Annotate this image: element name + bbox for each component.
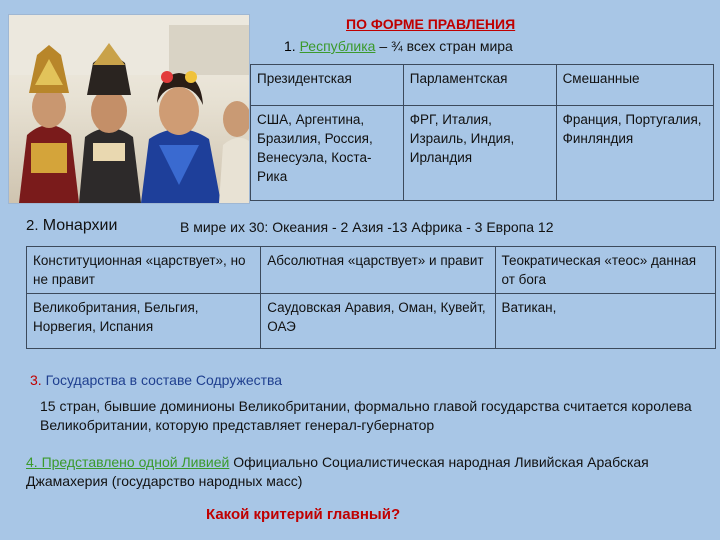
table-cell: Великобритания, Бельгия, Норвегия, Испания — [27, 294, 261, 349]
table-row — [251, 65, 714, 106]
photo-women-traditional-costumes — [8, 14, 250, 204]
republic-number: 1. — [284, 38, 296, 54]
commonwealth-heading — [30, 372, 282, 388]
republic-table — [250, 64, 714, 201]
question-text: Какой критерий главный? — [206, 506, 401, 523]
republic-name: Республика — [299, 38, 376, 54]
table-cell: Франция, Португалия, Финляндия — [556, 106, 713, 201]
table-cell: США, Аргентина, Бразилия, Россия, Венесуэла, Коста-Рика — [251, 106, 404, 201]
table-row — [27, 294, 716, 349]
table-cell: ФРГ, Италия, Израиль, Индия, Ирландия — [403, 106, 556, 201]
monarchy-name: Монархии — [42, 217, 118, 234]
header-cell-parliamentary: Парламентская — [403, 65, 556, 106]
monarchy-number: 2. — [26, 217, 39, 234]
table-row — [27, 247, 716, 294]
photo-illustration — [9, 15, 249, 203]
monarchy-heading — [26, 217, 117, 235]
commonwealth-title: Государства в составе Содружества — [45, 372, 283, 388]
republic-share: – ¾ всех стран мира — [379, 38, 513, 54]
monarchy-table — [26, 246, 716, 349]
table-row — [251, 106, 714, 201]
monarchy-count-line: В мире их 30: Океания - 2 Азия -13 Африка - 3 Европа 12 — [180, 219, 554, 235]
table-cell: Абсолютная «царствует» и правит — [261, 247, 495, 294]
commonwealth-text: 15 стран, бывшие доминионы Великобритании, формально главой государства считается королева Великобритании, которую представляет генерал-губернатор — [40, 398, 692, 433]
libya-paragraph — [26, 453, 706, 491]
table-cell: Теократическая «теос» данная от бога — [495, 247, 716, 294]
commonwealth-number: 3. — [30, 372, 42, 388]
table-cell: Саудовская Аравия, Оман, Кувейт, ОАЭ — [261, 294, 495, 349]
table-cell: Ватикан, — [495, 294, 716, 349]
libya-lead: 4. Представлено одной Ливией — [26, 454, 230, 470]
header-cell-mixed: Смешанные — [556, 65, 713, 106]
table-cell: Конституционная «царствует», но не правит — [27, 247, 261, 294]
header-cell-presidential: Президентская — [251, 65, 404, 106]
page-title: ПО ФОРМЕ ПРАВЛЕНИЯ — [346, 16, 516, 32]
libya-text: Официально Социалистическая народная Ливийская Арабская Джамахерия (государство народных масс) — [26, 454, 649, 489]
republic-heading — [284, 38, 513, 54]
